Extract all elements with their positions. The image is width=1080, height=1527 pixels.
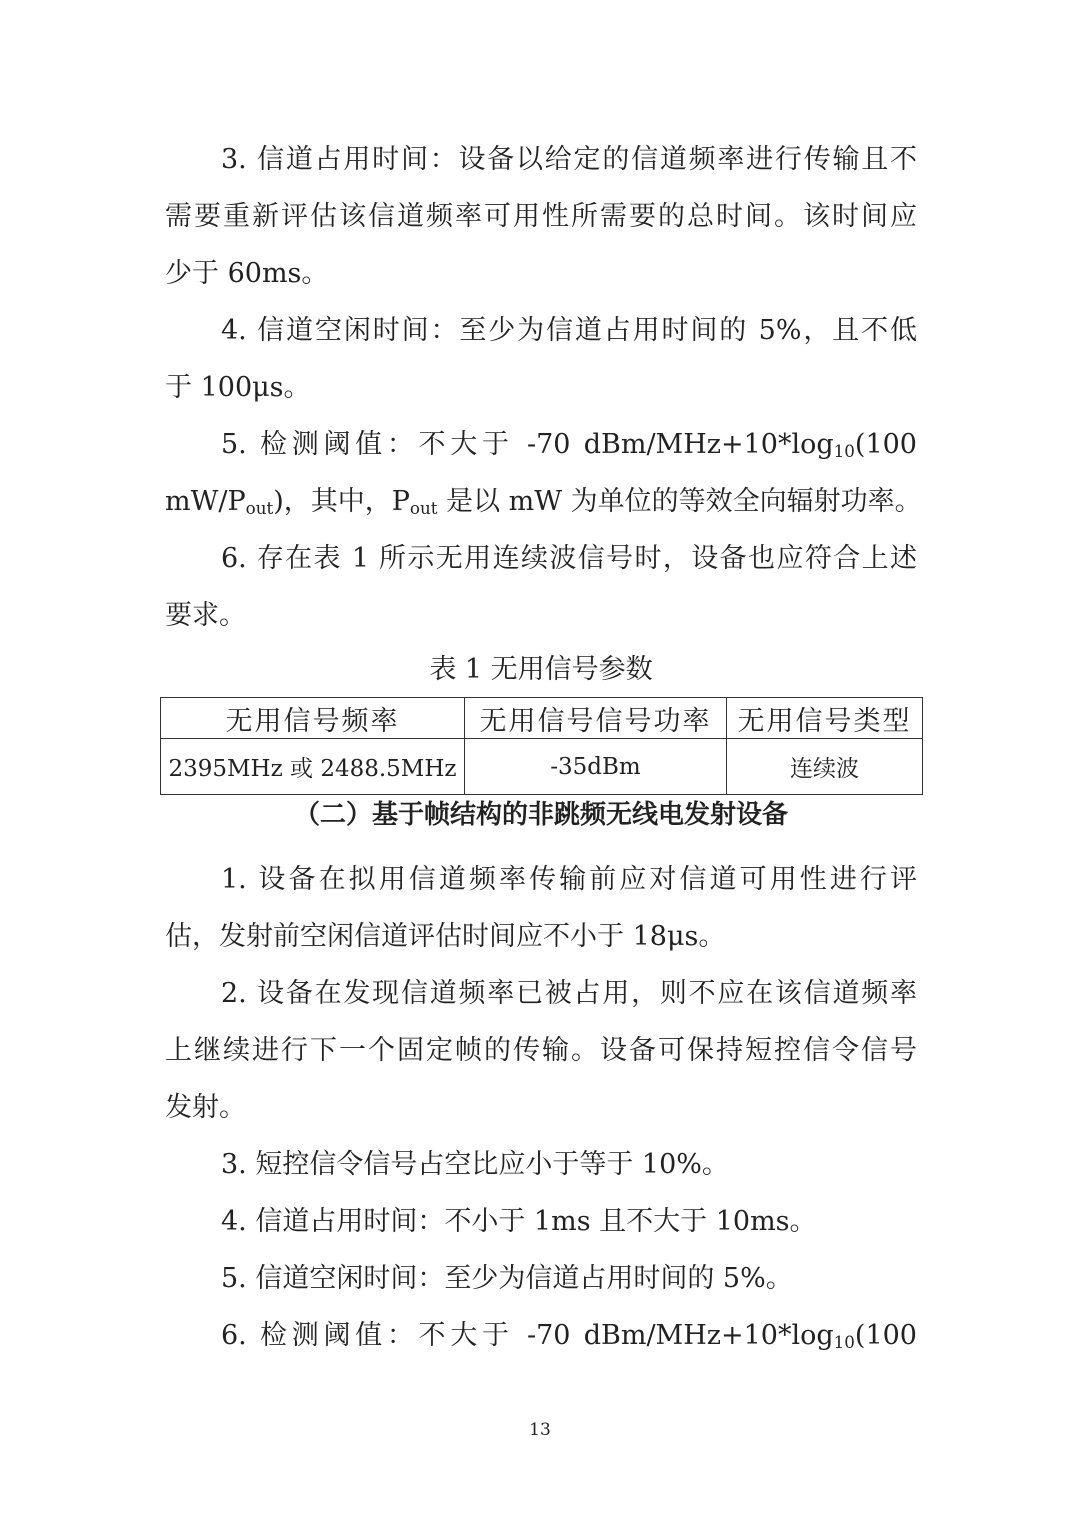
para-line: 要求。: [165, 600, 246, 631]
para-line: 上继续进行下一个固定帧的传输。设备可保持短控信令信号: [165, 1035, 917, 1066]
para-line: [165, 425, 917, 471]
para-line: 于 100μs。: [165, 372, 311, 403]
para-line: 3. 短控信令信号占空比应小于等于 10%。: [221, 1149, 729, 1180]
para-line: 4. 信道空闲时间：至少为信道占用时间的 5%，且不低: [221, 315, 917, 346]
subscript: 10: [833, 441, 855, 462]
table-header-cell: 无用信号信号功率: [465, 698, 727, 739]
para-line: 5. 信道空闲时间：至少为信道占用时间的 5%。: [221, 1263, 793, 1294]
subscript: out: [409, 498, 438, 519]
para-line: [165, 1316, 917, 1362]
text-run: (100: [854, 429, 917, 460]
table-row: [161, 739, 923, 795]
para-line: 1. 设备在拟用信道频率传输前应对信道可用性进行评: [221, 864, 917, 895]
table-header-row: [161, 698, 923, 739]
text-run: 5. 检测阈值：不大于 -70 dBm/MHz+10*log: [221, 429, 834, 460]
signal-table: [160, 697, 923, 795]
table-cell: -35dBm: [465, 739, 727, 795]
table-header-cell: 无用信号类型: [727, 698, 923, 739]
para-line: [165, 482, 922, 528]
subscript: 10: [833, 1332, 855, 1353]
para-line: 需要重新评估该信道频率可用性所需要的总时间。该时间应: [165, 201, 917, 232]
para-line: 4. 信道占用时间：不小于 1ms 且不大于 10ms。: [221, 1206, 817, 1237]
para-line: 发射。: [165, 1092, 246, 1123]
subscript: out: [245, 498, 274, 519]
text-run: )，其中，P: [273, 486, 410, 517]
para-line: 估，发射前空闲信道评估时间应不小于 18μs。: [165, 921, 726, 952]
table-cell: 2395MHz 或 2488.5MHz: [161, 739, 465, 795]
text-run: (100: [854, 1320, 917, 1351]
para-line: 6. 存在表 1 所示无用连续波信号时，设备也应符合上述: [221, 543, 917, 574]
text-run: 6. 检测阈值：不大于 -70 dBm/MHz+10*log: [221, 1320, 834, 1351]
page-number: 13: [529, 1420, 551, 1440]
para-line: 少于 60ms。: [165, 258, 329, 289]
table-header-cell: 无用信号频率: [161, 698, 465, 739]
para-line: 2. 设备在发现信道频率已被占用，则不应在该信道频率: [221, 978, 917, 1009]
table-caption: 表 1 无用信号参数: [429, 654, 653, 685]
para-line: 3. 信道占用时间：设备以给定的信道频率进行传输且不: [221, 144, 917, 175]
text-run: mW/P: [165, 486, 246, 517]
table-cell: 连续波: [727, 739, 923, 795]
text-run: 是以 mW 为单位的等效全向辐射功率。: [437, 486, 922, 517]
section-heading: （二）基于帧结构的非跳频无线电发射设备: [293, 800, 788, 830]
